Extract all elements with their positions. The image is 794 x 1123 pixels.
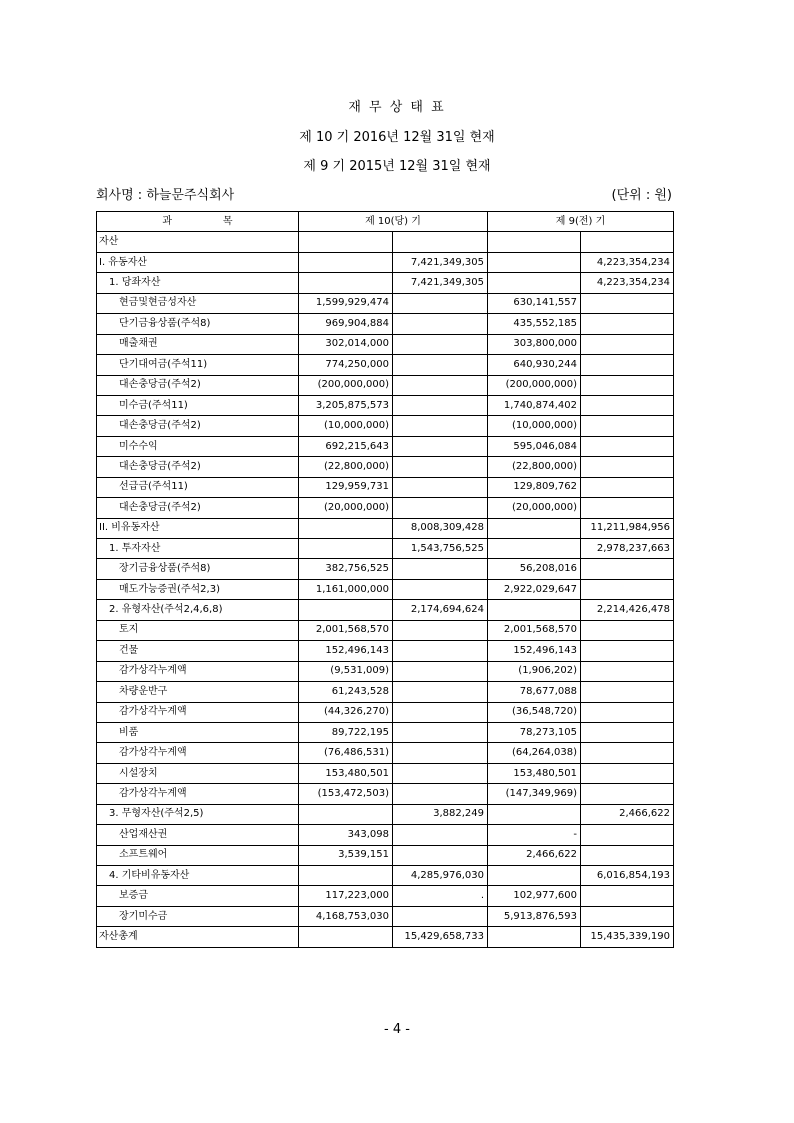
- cell-p-total: [581, 886, 674, 906]
- cell-p-total: [581, 559, 674, 579]
- row-label: 선급금(주석11): [97, 477, 299, 497]
- cell-c-detail: 3,205,875,573: [299, 395, 393, 415]
- cell-p-detail: [488, 518, 581, 538]
- cell-c-total: 8,008,309,428: [393, 518, 488, 538]
- company-name: 회사명 : 하늘문주식회사: [96, 188, 235, 203]
- cell-c-detail: 129,959,731: [299, 477, 393, 497]
- cell-c-detail: 302,014,000: [299, 334, 393, 354]
- cell-p-total: 11,211,984,956: [581, 518, 674, 538]
- table-row: [97, 804, 674, 824]
- cell-p-detail: 595,046,084: [488, 436, 581, 456]
- cell-p-detail: [488, 866, 581, 886]
- cell-p-total: [581, 906, 674, 926]
- cell-p-total: [581, 702, 674, 722]
- cell-p-total: 2,214,426,478: [581, 600, 674, 620]
- cell-c-total: [393, 702, 488, 722]
- cell-p-detail: -: [488, 825, 581, 845]
- statement-title: 재 무 상 태 표: [348, 100, 446, 115]
- cell-p-total: [581, 743, 674, 763]
- cell-p-detail: [488, 600, 581, 620]
- row-label: 감가상각누계액: [97, 743, 299, 763]
- cell-c-total: [393, 477, 488, 497]
- cell-c-total: [393, 314, 488, 334]
- table-row: [97, 641, 674, 661]
- row-label: II. 비유동자산: [97, 518, 299, 538]
- cell-p-detail: 102,977,600: [488, 886, 581, 906]
- cell-p-detail: [488, 539, 581, 559]
- header-current-period: 제 10(당) 기: [299, 212, 488, 232]
- cell-p-detail: (1,906,202): [488, 661, 581, 681]
- cell-p-detail: 435,552,185: [488, 314, 581, 334]
- cell-c-detail: [299, 539, 393, 559]
- cell-c-total: 7,421,349,305: [393, 252, 488, 272]
- cell-c-total: 3,882,249: [393, 804, 488, 824]
- cell-c-total: [393, 559, 488, 579]
- row-label: 차량운반구: [97, 682, 299, 702]
- cell-c-detail: 61,243,528: [299, 682, 393, 702]
- cell-p-detail: 5,913,876,593: [488, 906, 581, 926]
- cell-c-detail: (9,531,009): [299, 661, 393, 681]
- table-row: [97, 355, 674, 375]
- cell-p-total: [581, 395, 674, 415]
- cell-p-total: [581, 334, 674, 354]
- cell-p-detail: 2,922,029,647: [488, 579, 581, 599]
- cell-c-total: [393, 579, 488, 599]
- cell-p-detail: (64,264,038): [488, 743, 581, 763]
- cell-c-total: 2,174,694,624: [393, 600, 488, 620]
- table-row: [97, 416, 674, 436]
- cell-p-total: [581, 477, 674, 497]
- cell-c-detail: 969,904,884: [299, 314, 393, 334]
- cell-c-detail: 1,599,929,474: [299, 293, 393, 313]
- cell-p-total: [581, 620, 674, 640]
- cell-c-total: [393, 763, 488, 783]
- cell-p-detail: (20,000,000): [488, 498, 581, 518]
- cell-c-detail: 1,161,000,000: [299, 579, 393, 599]
- cell-c-total: [393, 232, 488, 252]
- cell-p-detail: (36,548,720): [488, 702, 581, 722]
- cell-c-total: 4,285,976,030: [393, 866, 488, 886]
- cell-c-total: [393, 416, 488, 436]
- row-label: 현금및현금성자산: [97, 293, 299, 313]
- table-row: [97, 743, 674, 763]
- table-row: [97, 232, 674, 252]
- cell-c-detail: (22,800,000): [299, 457, 393, 477]
- cell-p-detail: [488, 273, 581, 293]
- cell-p-detail: 56,208,016: [488, 559, 581, 579]
- cell-p-total: [581, 641, 674, 661]
- row-label: 장기미수금: [97, 906, 299, 926]
- balance-sheet-table: [96, 211, 674, 948]
- table-row: [97, 682, 674, 702]
- cell-p-total: [581, 784, 674, 804]
- cell-c-total: [393, 682, 488, 702]
- cell-p-detail: 2,001,568,570: [488, 620, 581, 640]
- cell-p-total: [581, 763, 674, 783]
- table-row: [97, 866, 674, 886]
- row-label: 보증금: [97, 886, 299, 906]
- cell-c-total: [393, 743, 488, 763]
- row-label: 미수수익: [97, 436, 299, 456]
- cell-c-total: [393, 641, 488, 661]
- cell-c-detail: (153,472,503): [299, 784, 393, 804]
- row-label: 감가상각누계액: [97, 784, 299, 804]
- cell-c-detail: 4,168,753,030: [299, 906, 393, 926]
- cell-p-total: [581, 682, 674, 702]
- row-label: 건물: [97, 641, 299, 661]
- table-row: [97, 293, 674, 313]
- table-row: [97, 579, 674, 599]
- cell-p-total: [581, 498, 674, 518]
- table-row: [97, 906, 674, 926]
- table-row: [97, 559, 674, 579]
- row-label: 시설장치: [97, 763, 299, 783]
- cell-p-detail: 78,273,105: [488, 722, 581, 742]
- page-number: - 4 -: [384, 1022, 410, 1037]
- cell-p-total: [581, 845, 674, 865]
- cell-c-total: [393, 620, 488, 640]
- row-label: I. 유동자산: [97, 252, 299, 272]
- cell-p-detail: 152,496,143: [488, 641, 581, 661]
- table-row: [97, 845, 674, 865]
- cell-c-detail: (10,000,000): [299, 416, 393, 436]
- cell-p-detail: (10,000,000): [488, 416, 581, 436]
- cell-p-total: [581, 722, 674, 742]
- table-row: [97, 252, 674, 272]
- cell-p-total: [581, 314, 674, 334]
- table-row: [97, 334, 674, 354]
- row-label: 단기대여금(주석11): [97, 355, 299, 375]
- table-row: [97, 436, 674, 456]
- cell-p-total: 2,978,237,663: [581, 539, 674, 559]
- cell-p-detail: 2,466,622: [488, 845, 581, 865]
- header-subject: 과 목: [97, 212, 299, 232]
- cell-c-detail: 153,480,501: [299, 763, 393, 783]
- table-row: [97, 539, 674, 559]
- cell-p-detail: 1,740,874,402: [488, 395, 581, 415]
- row-label: 4. 기타비유동자산: [97, 866, 299, 886]
- table-row: [97, 661, 674, 681]
- row-label: 매출채권: [97, 334, 299, 354]
- cell-p-detail: 630,141,557: [488, 293, 581, 313]
- cell-p-detail: [488, 232, 581, 252]
- row-label: 1. 당좌자산: [97, 273, 299, 293]
- cell-c-detail: [299, 232, 393, 252]
- row-label: 장기금융상품(주석8): [97, 559, 299, 579]
- cell-c-total: [393, 334, 488, 354]
- table-row: [97, 477, 674, 497]
- row-label: 2. 유형자산(주석2,4,6,8): [97, 600, 299, 620]
- cell-p-total: [581, 293, 674, 313]
- cell-c-detail: 3,539,151: [299, 845, 393, 865]
- row-label: 토지: [97, 620, 299, 640]
- cell-c-total: [393, 825, 488, 845]
- cell-p-detail: (147,349,969): [488, 784, 581, 804]
- cell-p-total: [581, 436, 674, 456]
- cell-c-total: 1,543,756,525: [393, 539, 488, 559]
- cell-c-total: 7,421,349,305: [393, 273, 488, 293]
- cell-p-total: [581, 825, 674, 845]
- cell-p-total: 4,223,354,234: [581, 252, 674, 272]
- cell-p-total: 2,466,622: [581, 804, 674, 824]
- cell-p-total: 4,223,354,234: [581, 273, 674, 293]
- cell-p-detail: 303,800,000: [488, 334, 581, 354]
- row-label: 단기금융상품(주석8): [97, 314, 299, 334]
- row-label: 3. 무형자산(주석2,5): [97, 804, 299, 824]
- row-label: 1. 투자자산: [97, 539, 299, 559]
- cell-c-detail: (20,000,000): [299, 498, 393, 518]
- cell-c-total: [393, 661, 488, 681]
- row-label: 비품: [97, 722, 299, 742]
- table-row: [97, 886, 674, 906]
- table-row: [97, 702, 674, 722]
- cell-p-total: [581, 416, 674, 436]
- cell-c-total: [393, 784, 488, 804]
- cell-p-detail: [488, 252, 581, 272]
- table-row: [97, 273, 674, 293]
- cell-p-detail: 153,480,501: [488, 763, 581, 783]
- cell-p-total: [581, 232, 674, 252]
- row-label: 대손충당금(주석2): [97, 457, 299, 477]
- cell-c-detail: 89,722,195: [299, 722, 393, 742]
- cell-c-detail: 343,098: [299, 825, 393, 845]
- row-label: 대손충당금(주석2): [97, 375, 299, 395]
- cell-c-detail: (200,000,000): [299, 375, 393, 395]
- cell-p-detail: [488, 927, 581, 947]
- cell-c-total: [393, 906, 488, 926]
- cell-c-detail: [299, 600, 393, 620]
- table-row: [97, 375, 674, 395]
- row-label: 자산총계: [97, 927, 299, 947]
- cell-c-total: 15,429,658,733: [393, 927, 488, 947]
- cell-c-detail: 382,756,525: [299, 559, 393, 579]
- table-row: [97, 395, 674, 415]
- cell-c-detail: (44,326,270): [299, 702, 393, 722]
- cell-p-total: [581, 579, 674, 599]
- cell-p-total: [581, 661, 674, 681]
- cell-p-detail: (22,800,000): [488, 457, 581, 477]
- cell-c-total: [393, 436, 488, 456]
- cell-p-total: [581, 457, 674, 477]
- row-label: 자산: [97, 232, 299, 252]
- table-row: [97, 927, 674, 947]
- cell-p-total: [581, 355, 674, 375]
- cell-c-total: .: [393, 886, 488, 906]
- cell-p-detail: (200,000,000): [488, 375, 581, 395]
- row-label: 산업재산권: [97, 825, 299, 845]
- table-row: [97, 518, 674, 538]
- cell-p-detail: 640,930,244: [488, 355, 581, 375]
- cell-p-detail: 129,809,762: [488, 477, 581, 497]
- row-label: 미수금(주석11): [97, 395, 299, 415]
- row-label: 소프트웨어: [97, 845, 299, 865]
- cell-c-total: [393, 845, 488, 865]
- cell-c-total: [393, 293, 488, 313]
- header-prior-period: 제 9(전) 기: [488, 212, 674, 232]
- row-label: 감가상각누계액: [97, 702, 299, 722]
- cell-p-total: [581, 375, 674, 395]
- table-row: [97, 620, 674, 640]
- cell-p-total: 15,435,339,190: [581, 927, 674, 947]
- cell-c-detail: 117,223,000: [299, 886, 393, 906]
- table-header-row: [97, 212, 674, 232]
- cell-p-total: 6,016,854,193: [581, 866, 674, 886]
- row-label: 대손충당금(주석2): [97, 498, 299, 518]
- table-row: [97, 314, 674, 334]
- table-row: [97, 763, 674, 783]
- period-prior: 제 9 기 2015년 12월 31일 현재: [303, 159, 491, 174]
- cell-c-detail: 692,215,643: [299, 436, 393, 456]
- cell-c-total: [393, 498, 488, 518]
- cell-c-detail: 152,496,143: [299, 641, 393, 661]
- cell-c-detail: [299, 518, 393, 538]
- table-row: [97, 457, 674, 477]
- cell-c-detail: (76,486,531): [299, 743, 393, 763]
- cell-c-detail: [299, 927, 393, 947]
- row-label: 감가상각누계액: [97, 661, 299, 681]
- table-row: [97, 825, 674, 845]
- row-label: 매도가능증권(주석2,3): [97, 579, 299, 599]
- cell-c-detail: [299, 252, 393, 272]
- cell-c-total: [393, 355, 488, 375]
- cell-c-total: [393, 375, 488, 395]
- cell-c-total: [393, 457, 488, 477]
- cell-c-detail: [299, 804, 393, 824]
- cell-p-detail: [488, 804, 581, 824]
- table-row: [97, 784, 674, 804]
- period-current: 제 10 기 2016년 12월 31일 현재: [299, 130, 495, 145]
- cell-c-total: [393, 395, 488, 415]
- cell-c-detail: [299, 273, 393, 293]
- cell-p-detail: 78,677,088: [488, 682, 581, 702]
- cell-c-detail: [299, 866, 393, 886]
- unit-label: (단위 : 원): [611, 188, 672, 203]
- row-label: 대손충당금(주석2): [97, 416, 299, 436]
- table-row: [97, 722, 674, 742]
- cell-c-detail: 774,250,000: [299, 355, 393, 375]
- table-row: [97, 498, 674, 518]
- cell-c-detail: 2,001,568,570: [299, 620, 393, 640]
- table-row: [97, 600, 674, 620]
- cell-c-total: [393, 722, 488, 742]
